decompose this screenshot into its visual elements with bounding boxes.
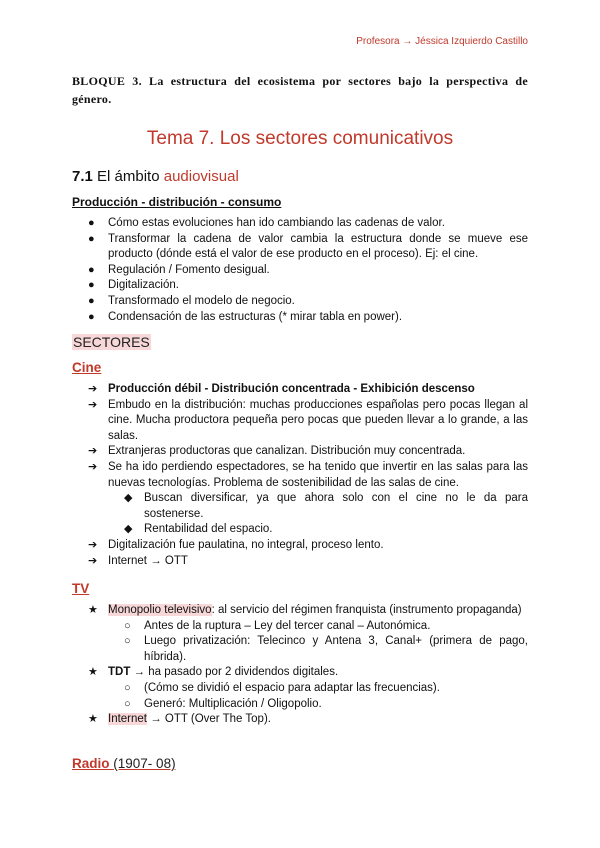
- bullet-dot-icon: ●: [88, 263, 95, 276]
- list-item: ● Regulación / Fomento desigual.: [108, 263, 528, 279]
- star-icon: ★: [88, 666, 98, 679]
- list-item: ◆ Rentabilidad del espacio.: [108, 522, 528, 538]
- arrow-icon: ➔: [88, 554, 98, 567]
- list-item: ○ Antes de la ruptura – Ley del tercer canal – Autonómica.: [108, 619, 528, 635]
- list-item: ➔ Internet → OTT: [108, 554, 528, 570]
- bloque-heading: BLOQUE 3. La estructura del ecosistema por sectores bajo la perspectiva de género.: [72, 74, 528, 106]
- section-number: 7.1: [72, 168, 93, 185]
- tv-list: [88, 603, 528, 728]
- star-icon: ★: [88, 713, 98, 726]
- list-item: ➔ Extranjeras productoras que canalizan. Distribución muy concentrada.: [108, 444, 528, 460]
- circle-icon: ○: [124, 681, 131, 694]
- list-item: ● Cómo estas evoluciones han ido cambiando las cadenas de valor.: [108, 216, 528, 232]
- monopolio-label: Monopolio televisivo: [108, 604, 212, 616]
- list-item: ○ (Cómo se dividió el espacio para adaptar las frecuencias).: [108, 681, 528, 697]
- produccion-title: Producción - distribución - consumo: [72, 195, 282, 209]
- section-text: El ámbito: [97, 168, 160, 185]
- tema-title: Tema 7. Los sectores comunicativos: [146, 128, 454, 149]
- list-item: ● Condensación de las estructuras (* mirar tabla en power).: [108, 310, 528, 326]
- tdt-label: TDT: [108, 666, 131, 679]
- list-item: ● Digitalización.: [108, 278, 528, 294]
- section-accent: audiovisual: [163, 168, 239, 185]
- list-item: ➔ Se ha ido perdiendo espectadores, se ha tenido que invertir en las salas para las nuevas tecnologías. Problema de sostenibilidad de las salas de cine.: [88, 460, 528, 489]
- internet-label: Internet: [108, 713, 147, 726]
- circle-icon: ○: [124, 619, 131, 632]
- circle-icon: ○: [124, 635, 131, 648]
- produccion-list: [88, 216, 528, 325]
- sectores-heading: SECTORES: [73, 334, 150, 350]
- list-item: ➔ Producción débil - Distribución concentrada - Exhibición descenso: [108, 382, 528, 398]
- arrow-icon: ➔: [88, 445, 98, 458]
- list-item: ○ Generó: Multiplicación / Oligopolio.: [108, 697, 528, 713]
- radio-years: (1907- 08): [113, 756, 176, 771]
- arrow-icon: ➔: [88, 398, 98, 411]
- bullet-dot-icon: ●: [88, 279, 95, 292]
- list-item: ○ Luego privatización: Telecinco y Antena 3, Canal+ (primera de pago, híbrida).: [124, 635, 528, 663]
- bullet-dot-icon: ●: [88, 294, 95, 307]
- arrow-icon: ➔: [88, 383, 98, 395]
- list-item: ➔ Embudo en la distribución: muchas producciones españolas pero pocas llegan al cine. Mucha productora pequeña pero pocas que pueden llevar a lo grande, a las salas.: [88, 398, 528, 442]
- list-item: ➔ Digitalización fue paulatina, no integral, proceso lento.: [108, 538, 528, 554]
- cine-heading: Cine: [72, 360, 102, 375]
- list-item: ◆ Buscan diversificar, ya que ahora solo con el cine no le da para sostenerse.: [124, 492, 528, 520]
- star-icon: ★: [88, 604, 98, 616]
- bullet-dot-icon: ●: [88, 232, 95, 245]
- list-item: ● Transformar la cadena de valor cambia la estructura donde se mueve ese producto (dónde está el valor de ese producto en el proceso). Ej: el cine.: [88, 232, 528, 261]
- bullet-dot-icon: ●: [88, 310, 95, 323]
- cine-list: [88, 382, 528, 569]
- list-item: ★ TDT → ha pasado por 2 dividendos digitales.: [108, 665, 528, 681]
- page-header: Profesora → Jéssica Izquierdo Castillo: [356, 36, 528, 47]
- arrow-icon: ➔: [88, 460, 98, 473]
- list-item: ★ Monopolio televisivo: al servicio del régimen franquista (instrumento propaganda): [108, 603, 528, 619]
- arrow-icon: ➔: [88, 538, 98, 551]
- circle-icon: ○: [124, 697, 131, 710]
- list-item: ★ Internet → OTT (Over The Top).: [108, 712, 528, 728]
- diamond-icon: ◆: [124, 492, 133, 505]
- radio-heading: [72, 756, 176, 771]
- list-item: ● Transformado el modelo de negocio.: [108, 294, 528, 310]
- diamond-icon: ◆: [124, 523, 133, 536]
- section-7-1-heading: [72, 168, 239, 185]
- radio-title: Radio: [72, 756, 110, 771]
- bullet-dot-icon: ●: [88, 217, 95, 229]
- tv-heading: TV: [72, 581, 90, 596]
